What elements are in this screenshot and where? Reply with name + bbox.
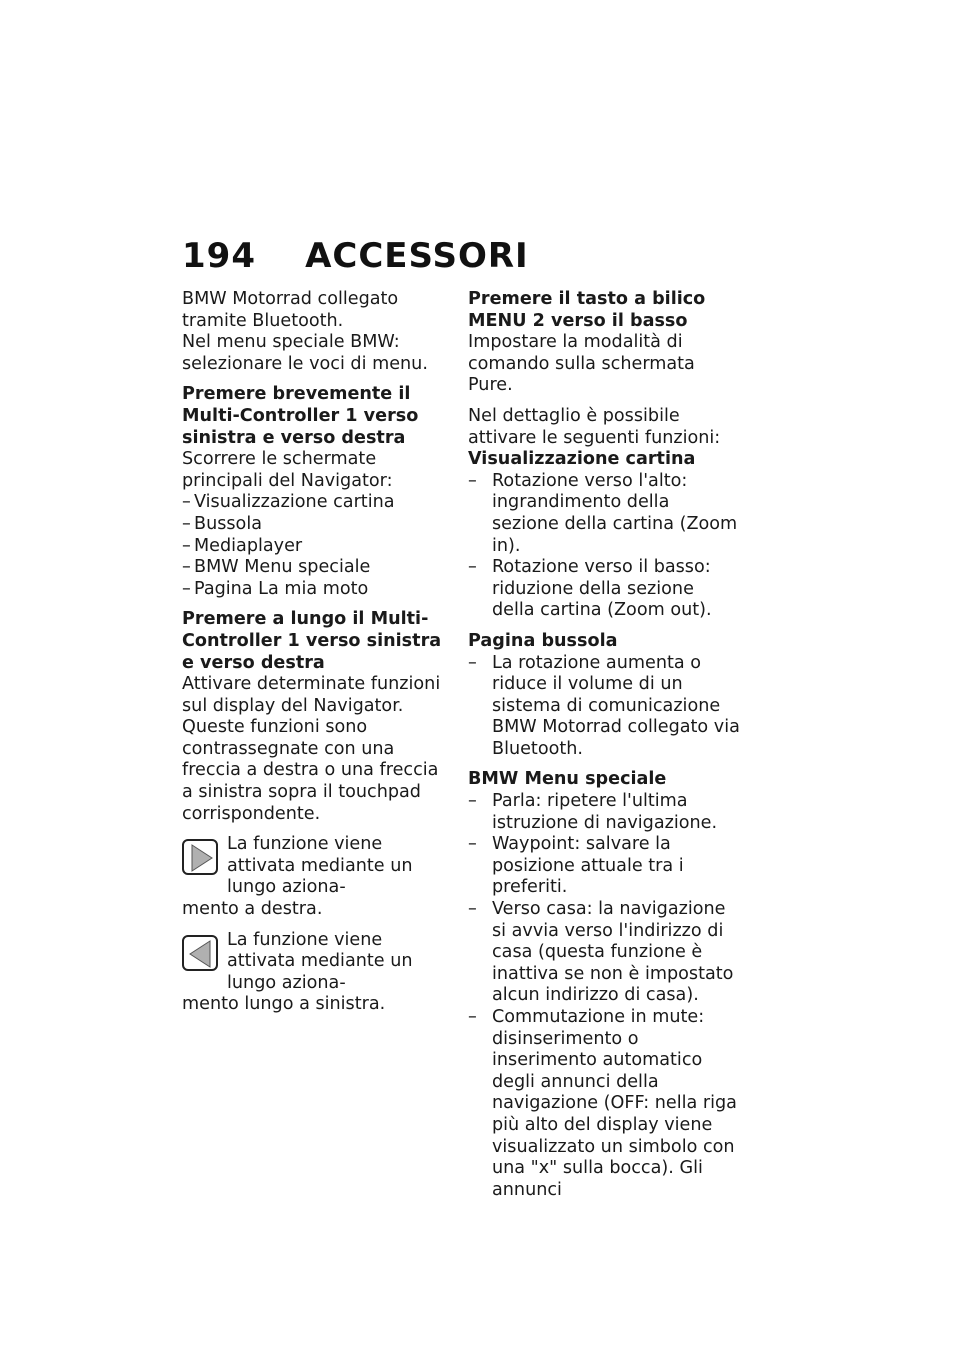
list-item: – Rotazione verso l'alto: ingrandimento della sezione della cartina (Zoom in). xyxy=(468,471,740,557)
list-item: – Waypoint: salvare la posizione attuale tra i preferiti. xyxy=(468,834,740,899)
list-item: – Parla: ripetere l'ultima istruzione di navigazione. xyxy=(468,791,740,834)
section-heading: BMW Menu speciale xyxy=(468,769,667,790)
map-list xyxy=(468,471,740,622)
section-heading: Visualizzazione cartina xyxy=(468,449,696,470)
section-heading: Premere a lungo il Multi-Controller 1 verso sinistra e verso destra xyxy=(182,609,442,673)
paragraph: Attivare determinate funzioni sul display del Navigator. Queste funzioni sono contrassegnate con una freccia a destra o una freccia a sinistra sopra il touchpad corrispondente. xyxy=(182,674,441,824)
list-item: – Commutazione in mute: disinserimento o inserimento automatico degli annunci della navigazione (OFF: nella riga più alto del display viene visualizzato un simbolo con una "x" sulla bocca). Gli annunci xyxy=(468,1007,740,1201)
section-heading: Pagina bussola xyxy=(468,630,618,651)
section-title: ACCESSORI xyxy=(305,236,529,276)
screen-list xyxy=(182,492,450,600)
section-heading: Premere il tasto a bilico MENU 2 verso il basso xyxy=(468,289,706,331)
special-menu-list xyxy=(468,791,740,1201)
list-item: – Mediaplayer xyxy=(182,536,450,558)
arrow-right-button-icon xyxy=(182,839,218,875)
page-number: 194 xyxy=(182,236,256,276)
list-item: – BMW Menu speciale xyxy=(182,557,450,579)
note-text: La funzione viene attivata mediante un lungo aziona- xyxy=(227,929,413,993)
left-column xyxy=(182,289,450,1016)
section-heading: Premere brevemente il Multi-Controller 1 verso sinistra e verso destra xyxy=(182,384,419,448)
note-left-arrow xyxy=(182,930,450,1016)
list-item: – La rotazione aumenta o riduce il volume di un sistema di comunicazione BMW Motorrad collegato via Bluetooth. xyxy=(468,653,740,761)
note-text: mento lungo a sinistra. xyxy=(182,994,386,1015)
paragraph: Scorrere le schermate principali del Navigator: xyxy=(182,449,393,491)
paragraph: Impostare la modalità di comando sulla schermata Pure. xyxy=(468,332,695,396)
intro-paragraph: Nel menu speciale BMW: selezionare le voci di menu. xyxy=(182,332,428,374)
list-item: – Pagina La mia moto xyxy=(182,579,450,601)
list-item: – Bussola xyxy=(182,514,450,536)
right-column xyxy=(468,289,740,1201)
note-text: mento a destra. xyxy=(182,899,323,920)
paragraph: Nel dettaglio è possibile attivare le seguenti funzioni: xyxy=(468,405,721,448)
arrow-left-button-icon xyxy=(182,935,218,971)
compass-list xyxy=(468,653,740,761)
page-header xyxy=(182,236,529,276)
list-item: – Verso casa: la navigazione si avvia verso l'indirizzo di casa (questa funzione è inattiva se non è impostato alcun indirizzo di casa). xyxy=(468,899,740,1007)
intro-paragraph: BMW Motorrad collegato tramite Bluetooth. xyxy=(182,289,399,331)
list-item: – Rotazione verso il basso: riduzione della sezione della cartina (Zoom out). xyxy=(468,557,740,622)
list-item: – Visualizzazione cartina xyxy=(182,492,450,514)
note-text: La funzione viene attivata mediante un lungo aziona- xyxy=(227,834,413,898)
note-right-arrow xyxy=(182,834,450,920)
